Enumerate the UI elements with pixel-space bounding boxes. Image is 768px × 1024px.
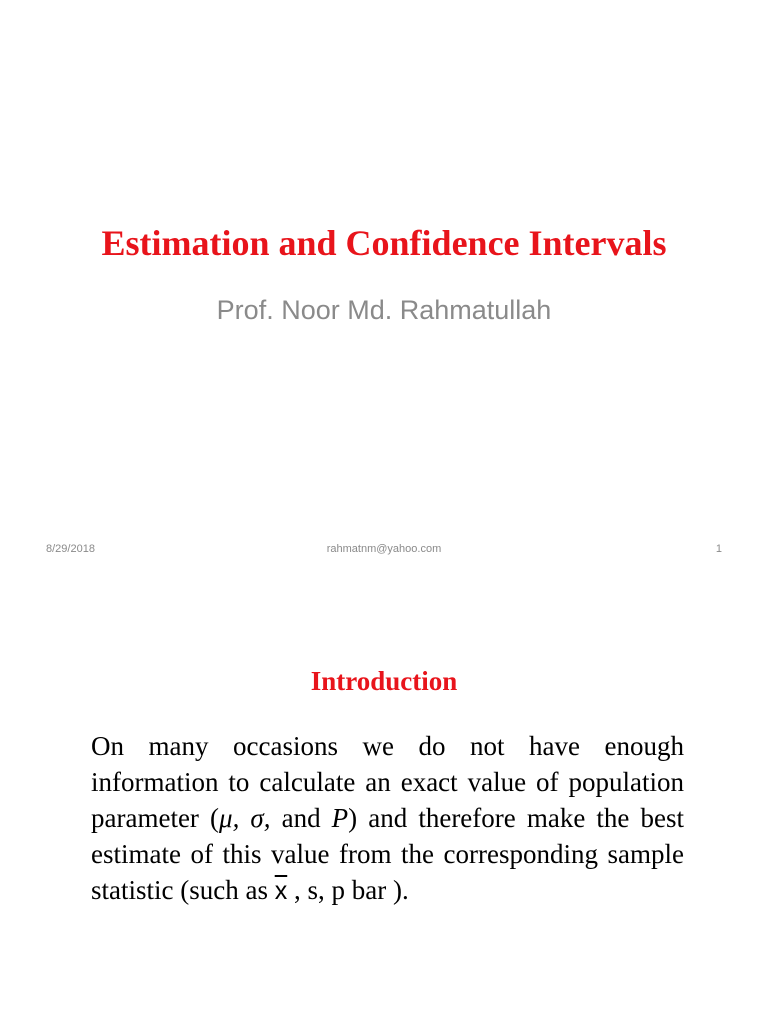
x-bar-symbol: $\overline{x}$ — [274, 877, 288, 905]
mu-symbol: μ, — [219, 803, 240, 833]
body-text: ) and therefore make the best estimate of this value from the corresponding sample statistic (such as — [91, 803, 684, 905]
slide-body-paragraph — [91, 728, 684, 909]
footer-date: 8/29/2018 — [46, 543, 95, 555]
p-symbol: P — [331, 803, 349, 833]
slide-title: Introduction — [310, 666, 458, 696]
body-text: , s, p bar ). — [287, 875, 409, 905]
body-text: On many occasions we do not have enough information to calculate an exact value of population parameter ( — [91, 731, 684, 833]
body-text: and — [270, 803, 332, 833]
slide-2 — [0, 576, 768, 1024]
sigma-symbol: σ, — [250, 803, 271, 833]
slide-title: Estimation and Confidence Intervals — [101, 223, 667, 263]
slide-subtitle-author: Prof. Noor Md. Rahmatullah — [216, 295, 552, 325]
footer-page-number: 1 — [715, 543, 722, 555]
footer-email: rahmatnm@yahoo.com — [326, 543, 442, 555]
body-space — [239, 803, 250, 833]
